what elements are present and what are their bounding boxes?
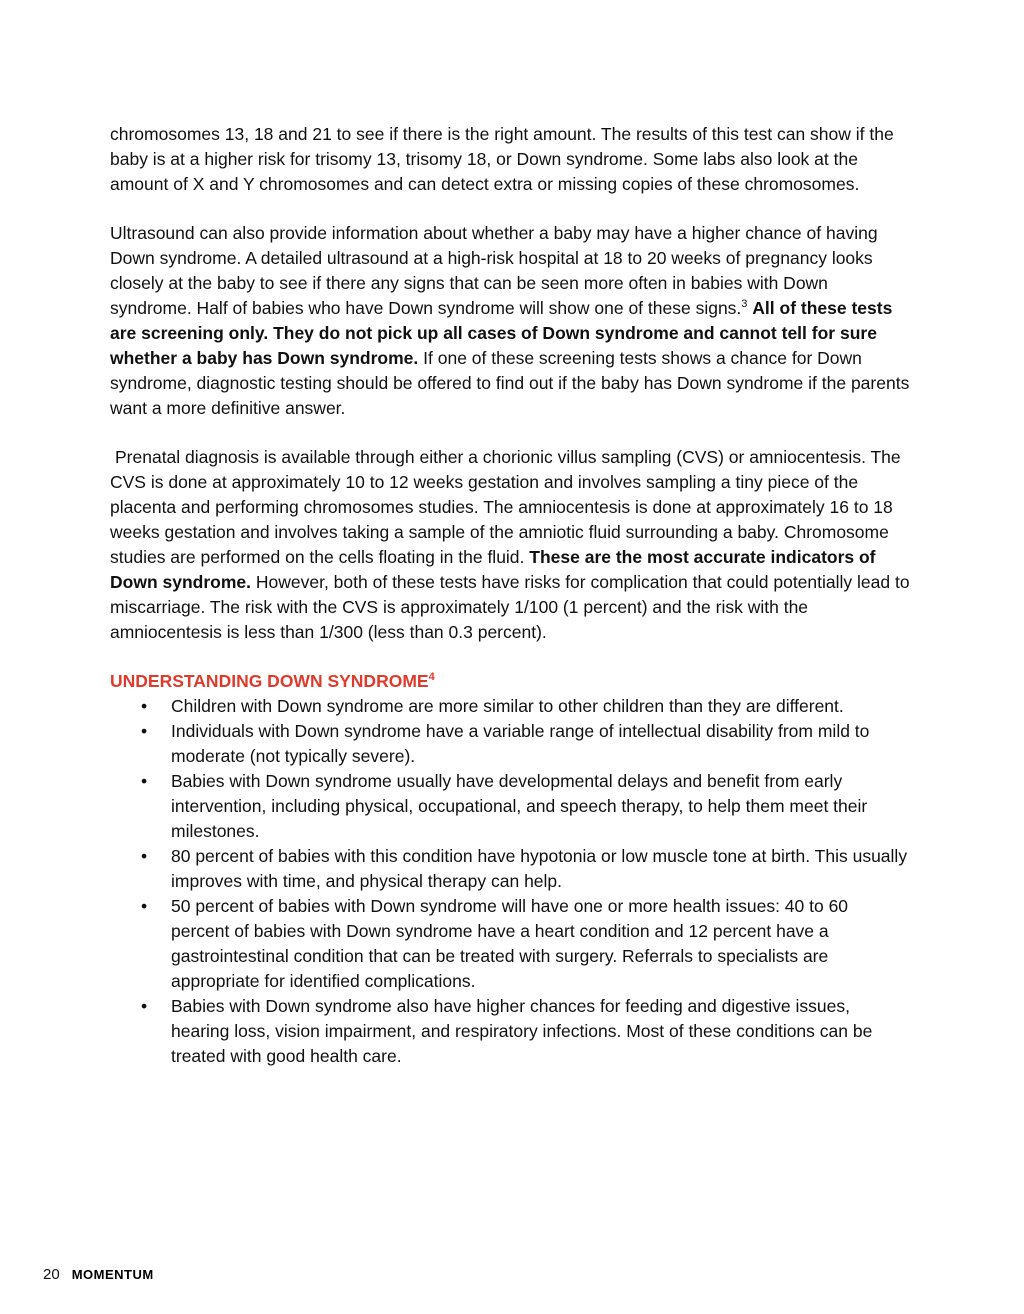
list-item-text: 80 percent of babies with this condition have hypotonia or low muscle tone at birth. This usually improves with time, and physical therapy can help. [171, 846, 908, 891]
page-number: 20 [43, 1266, 60, 1283]
list-item-text: Babies with Down syndrome also have higher chances for feeding and digestive issues, hearing loss, vision impairment, and respiratory infections. Most of these conditions can be treated with good health care. [171, 996, 873, 1066]
bullet-icon: • [141, 721, 148, 741]
paragraph-text: chromosomes 13, 18 and 21 to see if there is the right amount. The results of this test can show if the baby is at a higher risk for trisomy 13, trisomy 18, or Down syndrome. Some labs also look at the amount of X and Y chromosomes and can detect extra or missing copies of these chromosomes. [110, 124, 894, 194]
bullet-icon: • [141, 696, 148, 716]
bullet-icon: • [141, 896, 148, 916]
bullet-list [110, 694, 910, 1069]
list-item [110, 994, 910, 1069]
page-content [110, 122, 910, 1069]
list-item [110, 894, 910, 994]
section-heading [110, 669, 910, 694]
footnote-ref: 3 [741, 298, 748, 310]
page-footer [43, 1266, 154, 1283]
list-item [110, 769, 910, 844]
bullet-icon: • [141, 846, 148, 866]
list-item [110, 694, 910, 719]
list-item-text: Children with Down syndrome are more similar to other children than they are different. [171, 696, 844, 716]
paragraph-ultrasound [110, 221, 910, 421]
bold-emphasis: All of these tests are screening only. They do not pick up all cases of Down syndrome and cannot tell for sure whether a baby has Down syndrome. [110, 298, 893, 368]
paragraph-text: If one of these screening tests shows a chance for Down syndrome, diagnostic testing should be offered to find out if the baby has Down syndrome if the parents want a more definitive answer. [110, 348, 910, 418]
paragraph-text: Ultrasound can also provide information about whether a baby may have a higher chance of having Down syndrome. A detailed ultrasound at a high-risk hospital at 18 to 20 weeks of pregnancy looks closely at the baby to see if there any signs that can be seen more often in babies with Down syndrome. Half of babies who have Down syndrome will show one of these signs. [110, 223, 878, 318]
paragraph-cell-free-dna [110, 122, 910, 197]
paragraph-text: Prenatal diagnosis is available through either a chorionic villus sampling (CVS) or amniocentesis. The CVS is done at approximately 10 to 12 weeks gestation and involves sampling a tiny piece of the placenta and performing chromosomes studies. The amniocentesis is done at approximately 16 to 18 weeks gestation and involves taking a sample of the amniotic fluid surrounding a baby. Chromosome studies are performed on the cells floating in the fluid. [110, 447, 901, 567]
list-item-text: Babies with Down syndrome usually have developmental delays and benefit from early intervention, including physical, occupational, and speech therapy, to help them meet their milestones. [171, 771, 868, 841]
section-heading-text: UNDERSTANDING DOWN SYNDROME [110, 671, 429, 691]
bullet-icon: • [141, 996, 148, 1016]
list-item-text: 50 percent of babies with Down syndrome will have one or more health issues: 40 to 60 percent of babies with Down syndrome have a heart condition and 12 percent have a gastrointestinal condition that can be treated with surgery. Referrals to specialists are appropriate for identified complications. [171, 896, 849, 991]
bold-emphasis: These are the most accurate indicators of Down syndrome. [110, 547, 876, 592]
paragraph-text: However, both of these tests have risks for complication that could potentially lead to miscarriage. The risk with the CVS is approximately 1/100 (1 percent) and the risk with the amniocentesis is less than 1/300 (less than 0.3 percent). [110, 572, 910, 642]
bullet-icon: • [141, 771, 148, 791]
footnote-ref: 4 [428, 671, 435, 683]
publication-name: MOMENTUM [71, 1267, 154, 1282]
list-item [110, 719, 910, 769]
list-item-text: Individuals with Down syndrome have a variable range of intellectual disability from mild to moderate (not typically severe). [171, 721, 870, 766]
paragraph-prenatal-diagnosis [110, 445, 910, 645]
list-item [110, 844, 910, 894]
